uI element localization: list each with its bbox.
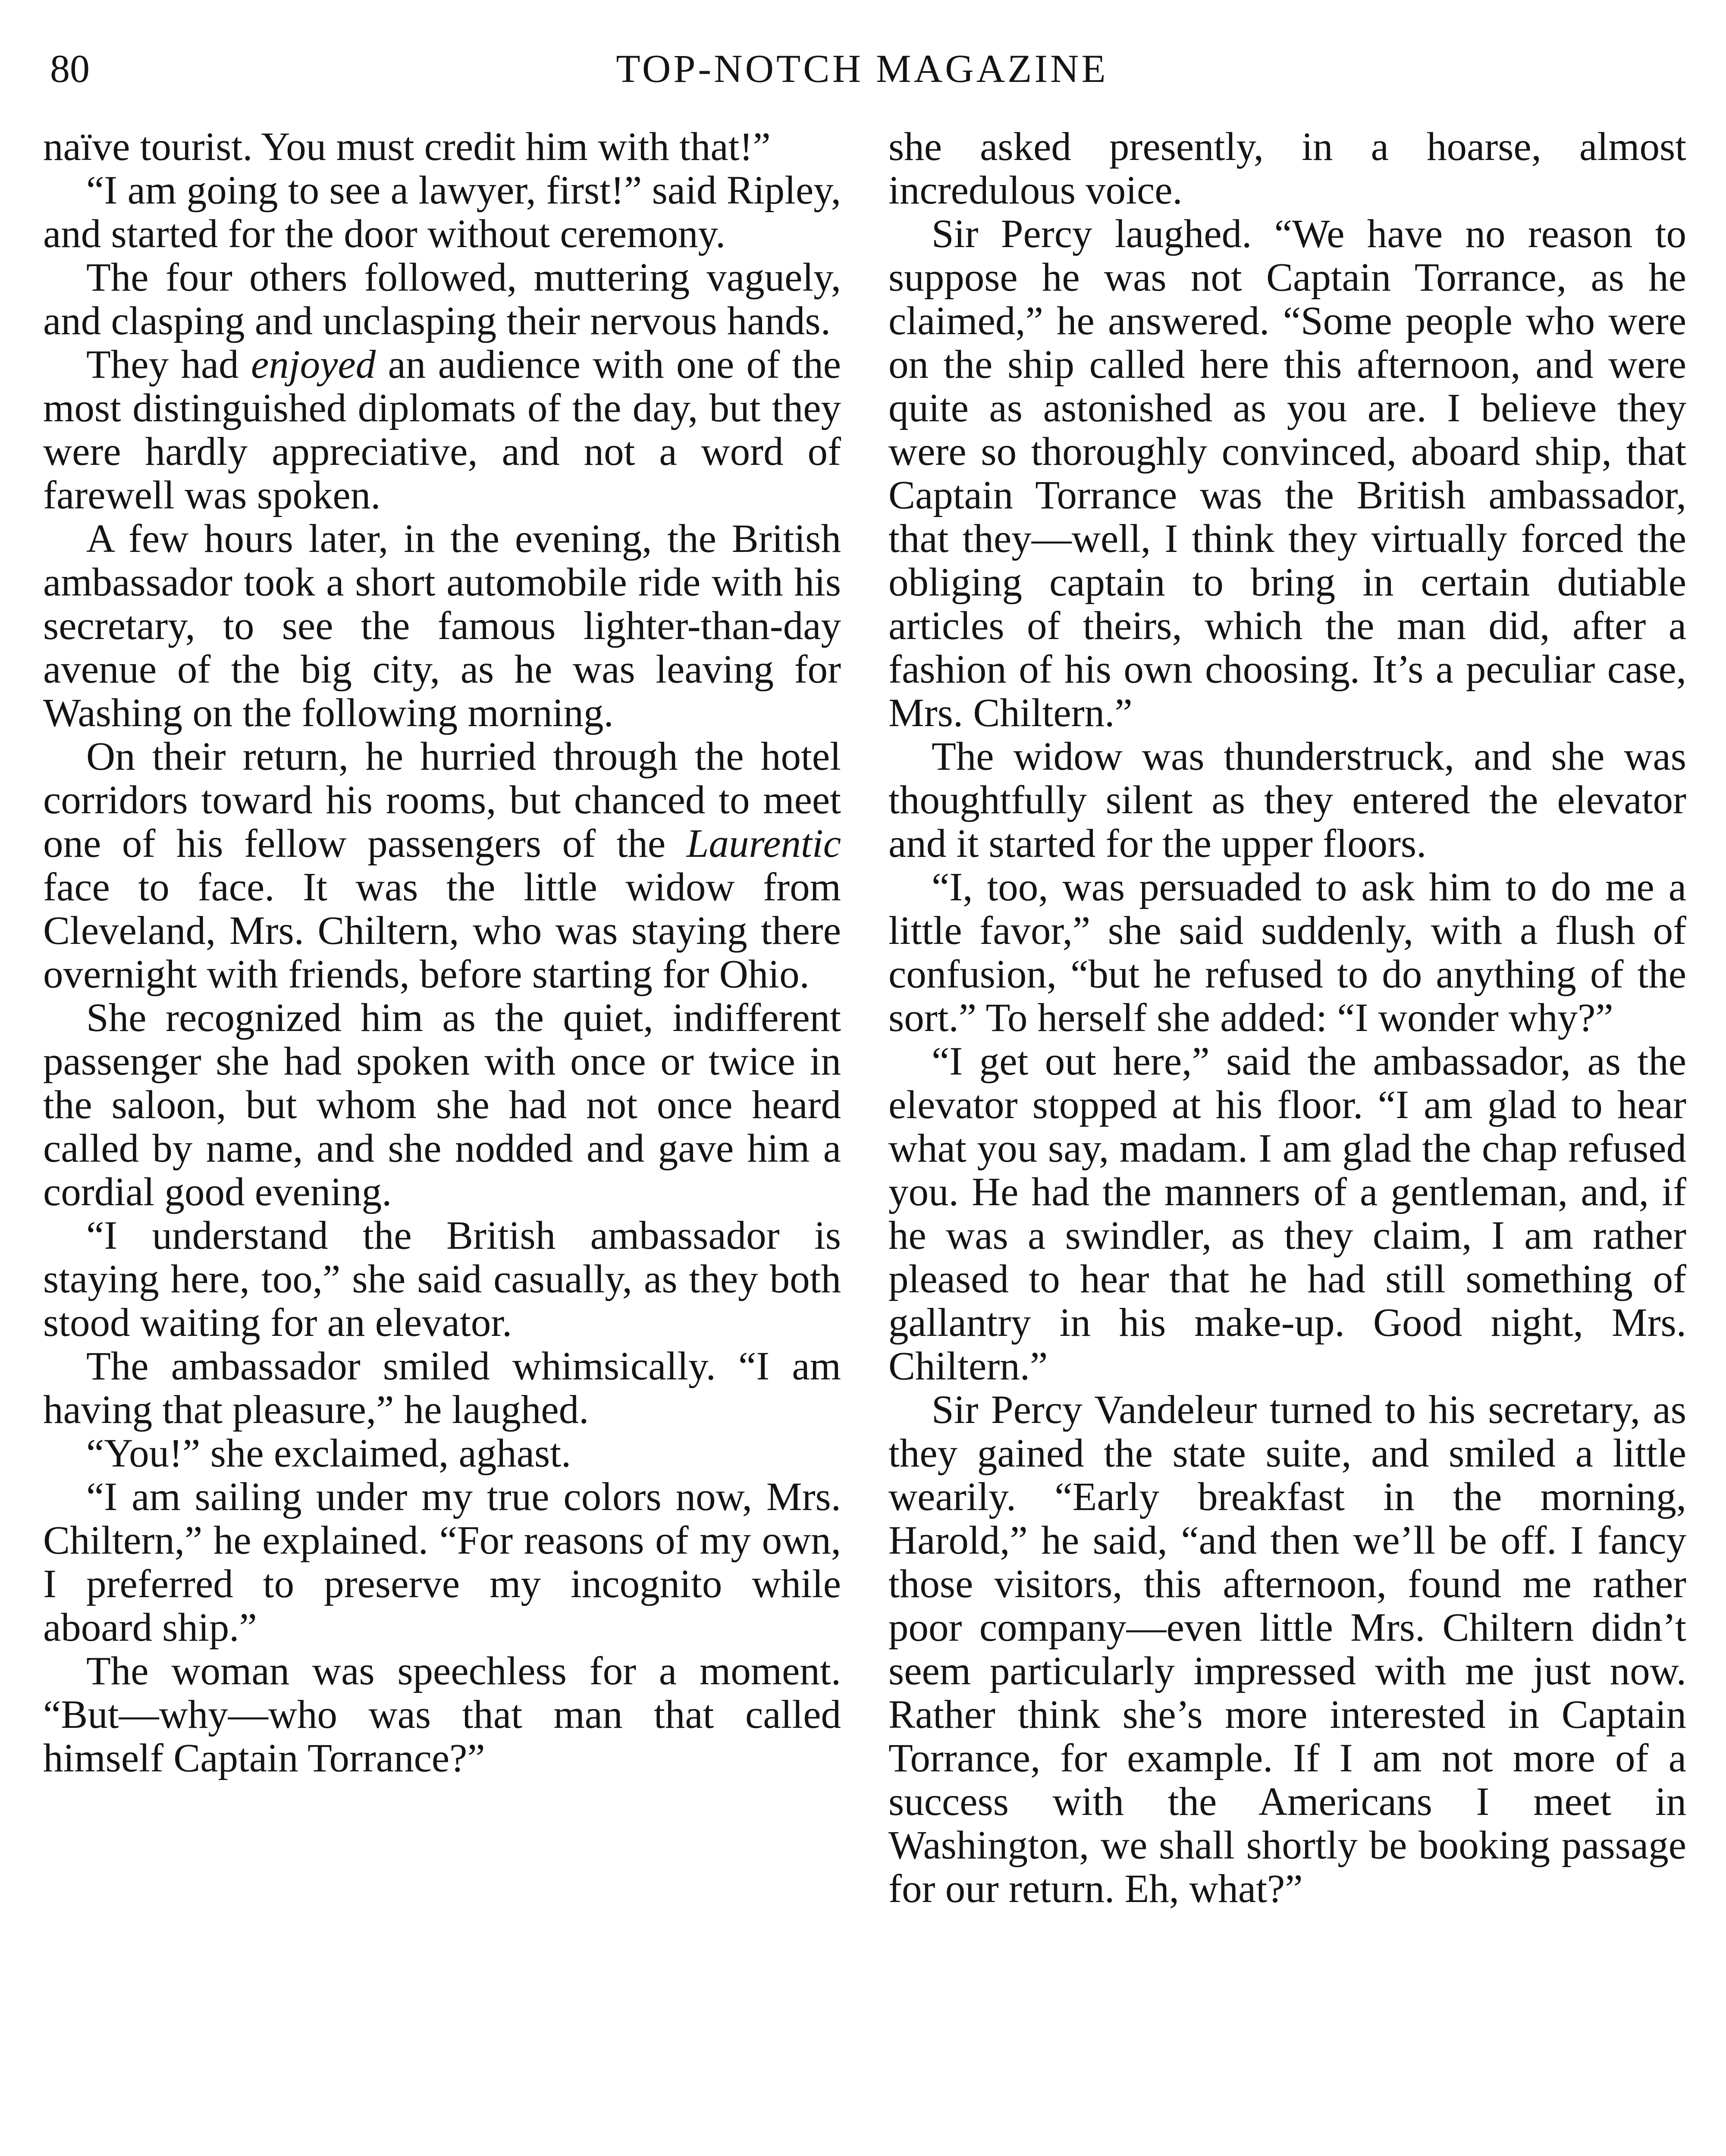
paragraph-text: face to face. It was the little widow from Cleveland, Mrs. Chiltern, who was staying there overnight with friends, before starting for Ohio. (43, 865, 841, 997)
emphasized-word: enjoyed (251, 342, 376, 387)
paragraph: “You!” she exclaimed, aghast. (86, 1431, 571, 1476)
paragraph: “I am sailing under my true colors now, Mrs. Chiltern,” he explained. “For reasons of my own, I preferred to preserve my incognito while aboard ship.” (43, 1475, 841, 1650)
paragraph: The widow was thunderstruck, and she was thoughtfully silent as they entered the elevator and it started for the upper floors. (888, 734, 1686, 866)
running-title: TOP-NOTCH MAGAZINE (616, 47, 1108, 91)
page-number: 80 (50, 47, 90, 91)
ship-name: Laurentic (686, 821, 841, 866)
paragraph: She recognized him as the quiet, indifferent passenger she had spoken with once or twice in the saloon, but whom she had not once heard called by name, and she nodded and gave him a cordial good evening. (43, 996, 841, 1214)
paragraph: Sir Percy laughed. “We have no reason to suppose he was not Captain Torrance, as he claimed,” he answered. “Some people who were on the ship called here this afternoon, and were quite as astonished as you are. I believe they were so thoroughly convinced, aboard ship, that Captain Torrance was the British ambassador, that they—well, I think they virtually forced the obliging captain to bring in certain dutiable articles of theirs, which the man did, after a fashion of his own choosing. It’s a peculiar case, Mrs. Chiltern.” (888, 212, 1686, 735)
paragraph-text: They had (86, 342, 251, 387)
right-column (888, 125, 1686, 2156)
paragraph: naïve tourist. You must credit him with that!” (43, 125, 771, 169)
paragraph: “I understand the British ambassador is staying here, too,” she said casually, as they both stood waiting for an elevator. (43, 1213, 841, 1345)
paragraph: A few hours later, in the evening, the British ambassador took a short automobile ride with his secretary, to see the famous lighter-than-day avenue of the big city, as he was leaving for Washing on the following morning. (43, 517, 841, 735)
paragraph (43, 343, 841, 517)
paragraph-text: On their return, he hurried through the hotel corridors toward his rooms, but chanced to meet one of his fellow passengers of the (43, 734, 841, 866)
paragraph: “I, too, was persuaded to ask him to do me a little favor,” she said suddenly, with a flush of confusion, “but he refused to do anything of the sort.” To herself she added: “I wonder why?” (888, 865, 1686, 1040)
left-column (43, 125, 841, 2156)
paragraph: The woman was speechless for a moment. “But—why—who was that man that called himself Captain Torrance?” (43, 1649, 841, 1780)
paragraph-text: an audience with one of the most distinguished diplomats of the day, but they were hardly appreciative, and not a word of farewell was spoken. (43, 342, 841, 517)
paragraph: The four others followed, muttering vaguely, and clasping and unclasping their nervous hands. (43, 255, 841, 343)
paragraph: she asked presently, in a hoarse, almost incredulous voice. (888, 125, 1686, 213)
paragraph: “I get out here,” said the ambassador, as the elevator stopped at his floor. “I am glad to hear what you say, madam. I am glad the chap refused you. He had the manners of a gentleman, and, if he was a swindler, as they claim, I am rather pleased to hear that he had still something of gallantry in his make-up. Good night, Mrs. Chiltern.” (888, 1039, 1686, 1388)
paragraph (43, 735, 841, 996)
paragraph: The ambassador smiled whimsically. “I am having that pleasure,” he laughed. (43, 1344, 841, 1432)
paragraph: “I am going to see a lawyer, first!” said Ripley, and started for the door without ceremony. (43, 168, 841, 256)
page-header (41, 36, 1683, 101)
paragraph: Sir Percy Vandeleur turned to his secretary, as they gained the state suite, and smiled a little wearily. “Early breakfast in the morning, Harold,” he said, “and then we’ll be off. I fancy those visitors, this afternoon, found me rather poor company—even little Mrs. Chiltern didn’t seem particularly impressed with me just now. Rather think she’s more interested in Captain Torrance, for example. If I am not more of a success with the Americans I meet in Washington, we shall shortly be booking passage for our return. Eh, what?” (888, 1388, 1686, 1911)
